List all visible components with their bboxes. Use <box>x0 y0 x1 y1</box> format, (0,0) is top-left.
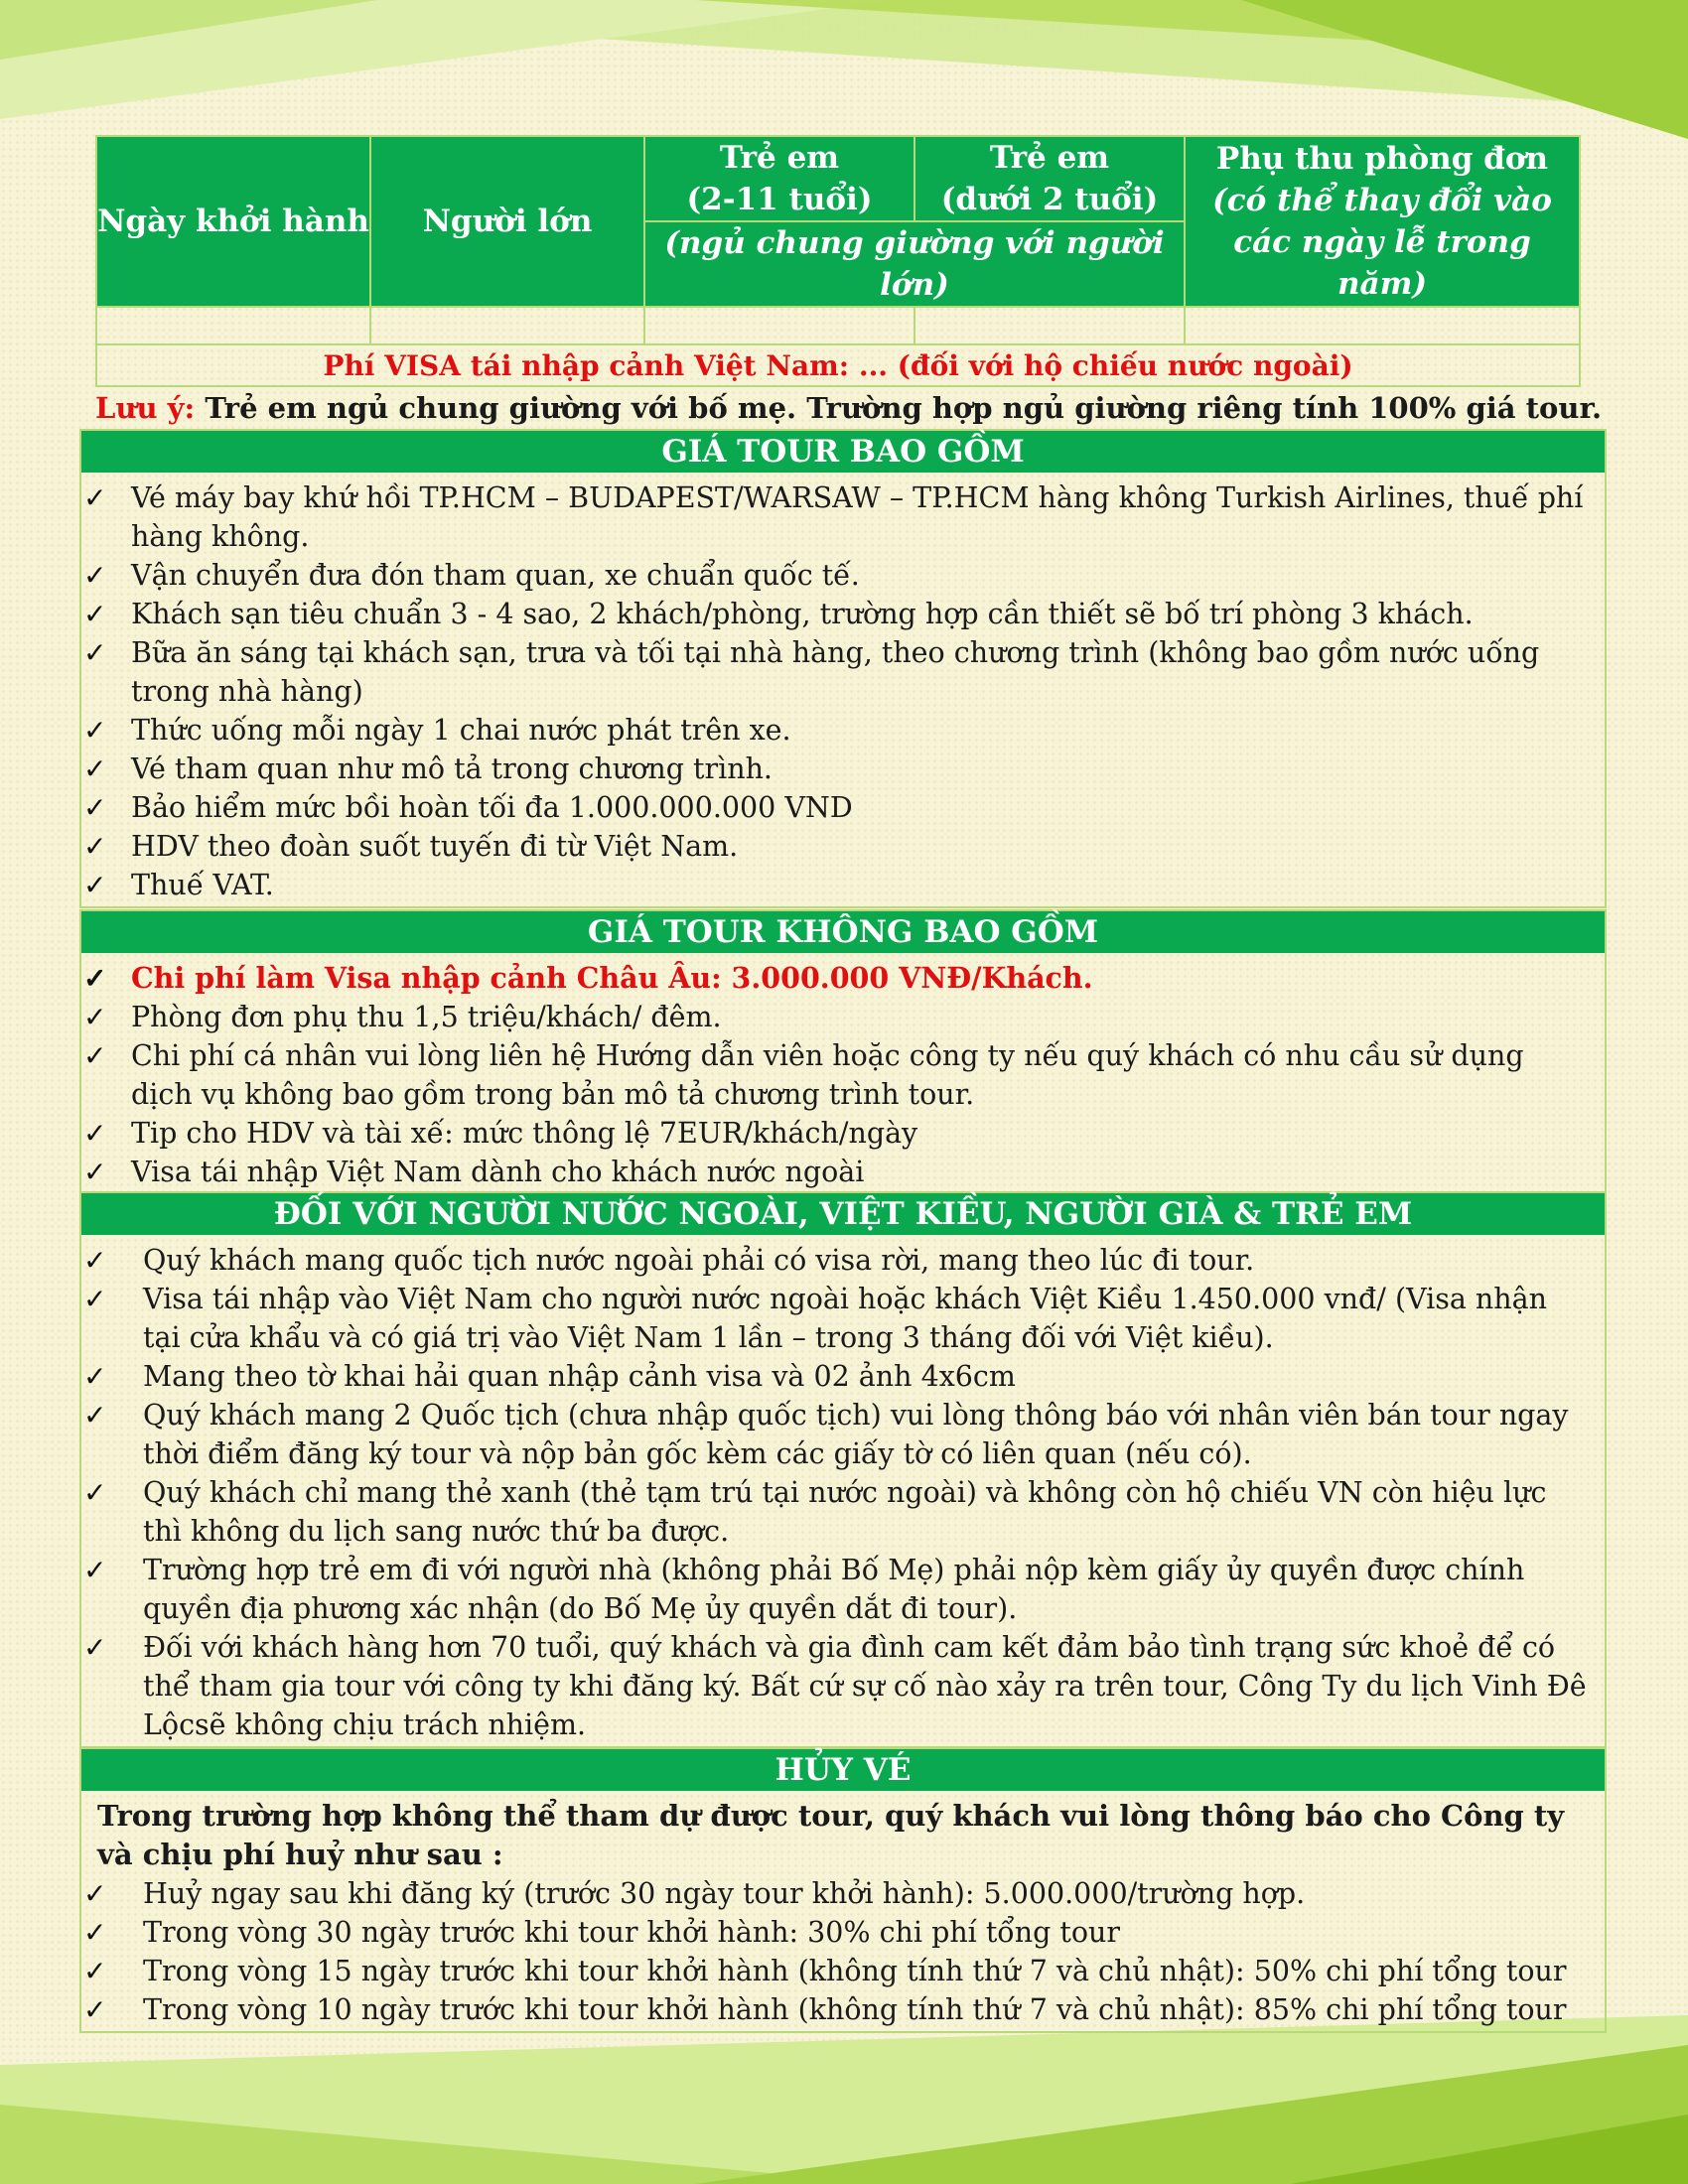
foreigners-list <box>81 1235 1605 1746</box>
check-icon: ✓ <box>83 752 107 785</box>
section-title-excluded: GIÁ TOUR KHÔNG BAO GỒM <box>81 911 1605 953</box>
list-item: ✓ Quý khách chỉ mang thẻ xanh (thẻ tạm trú tại nước ngoài) và không còn hộ chiếu VN còn hiệu lực thì không du lịch sang nước thứ ba được. <box>81 1473 1605 1551</box>
list-item: ✓ Vé tham quan như mô tả trong chương trình. <box>81 750 1605 788</box>
list-item: ✓ Phòng đơn phụ thu 1,5 triệu/khách/ đêm. <box>81 998 1605 1036</box>
list-item: ✓ Visa tái nhập Việt Nam dành cho khách nước ngoài <box>81 1153 1605 1191</box>
list-item: ✓ Thức uống mỗi ngày 1 chai nước phát trên xe. <box>81 711 1605 750</box>
note-text: Trẻ em ngủ chung giường với bố mẹ. Trường hợp ngủ giường riêng tính 100% giá tour. <box>205 391 1603 425</box>
list-item-highlight: ✓ Chi phí làm Visa nhập cảnh Châu Âu: 3.000.000 VNĐ/Khách. <box>81 959 1605 998</box>
child-bed-note <box>95 391 1602 425</box>
section-foreigners <box>79 1191 1607 1748</box>
check-icon: ✓ <box>83 962 107 995</box>
list-item: ✓ Trong vòng 15 ngày trước khi tour khởi hành (không tính thứ 7 và chủ nhật): 50% chi phí tổng tour <box>81 1952 1605 1990</box>
header-departure-date: Ngày khởi hành <box>96 136 370 307</box>
list-item: ✓ Trường hợp trẻ em đi với người nhà (không phải Bố Mẹ) phải nộp kèm giấy ủy quyền được chính quyền địa phương xác nhận (do Bố Mẹ ủy quyền dắt đi tour). <box>81 1551 1605 1628</box>
table-cell <box>370 307 644 344</box>
price-table <box>95 135 1581 387</box>
check-icon: ✓ <box>83 1399 107 1432</box>
check-icon: ✓ <box>83 1993 107 2026</box>
check-icon: ✓ <box>83 869 107 901</box>
check-icon: ✓ <box>83 1476 107 1509</box>
header-single-room-surcharge: Phụ thu phòng đơn (có thể thay đổi vào các ngày lễ trong năm) <box>1185 136 1580 307</box>
list-item: ✓ Trong vòng 10 ngày trước khi tour khởi hành (không tính thứ 7 và chủ nhật): 85% chi phí tổng tour <box>81 1990 1605 2029</box>
check-icon: ✓ <box>83 1916 107 1949</box>
check-icon: ✓ <box>83 1244 107 1277</box>
check-icon: ✓ <box>83 1039 107 1072</box>
list-item: ✓ Trong vòng 30 ngày trước khi tour khởi hành: 30% chi phí tổng tour <box>81 1913 1605 1952</box>
section-included <box>79 429 1607 908</box>
check-icon: ✓ <box>83 1156 107 1188</box>
list-item: ✓ Quý khách mang quốc tịch nước ngoài phải có visa rời, mang theo lúc đi tour. <box>81 1241 1605 1280</box>
list-item: ✓ Vận chuyển đưa đón tham quan, xe chuẩn quốc tế. <box>81 556 1605 595</box>
list-item: ✓ Huỷ ngay sau khi đăng ký (trước 30 ngày tour khởi hành): 5.000.000/trường hợp. <box>81 1874 1605 1913</box>
check-icon: ✓ <box>83 830 107 863</box>
list-item: ✓ Bảo hiểm mức bồi hoàn tối đa 1.000.000.000 VND <box>81 788 1605 827</box>
list-item: ✓ Chi phí cá nhân vui lòng liên hệ Hướng dẫn viên hoặc công ty nếu quý khách có nhu cầu sử dụng dịch vụ không bao gồm trong bản mô tả chương trình tour. <box>81 1036 1605 1114</box>
header-adult: Người lớn <box>370 136 644 307</box>
excluded-list <box>81 953 1605 1193</box>
check-icon: ✓ <box>83 1283 107 1315</box>
list-item: ✓ HDV theo đoàn suốt tuyến đi từ Việt Nam. <box>81 827 1605 866</box>
table-cell <box>644 307 914 344</box>
check-icon: ✓ <box>83 714 107 747</box>
check-icon: ✓ <box>83 1554 107 1586</box>
check-icon: ✓ <box>83 1001 107 1033</box>
section-title-foreigners: ĐỐI VỚI NGƯỜI NƯỚC NGOÀI, VIỆT KIỀU, NGƯỜI GIÀ & TRẺ EM <box>81 1193 1605 1235</box>
list-item: ✓ Quý khách mang 2 Quốc tịch (chưa nhập quốc tịch) vui lòng thông báo với nhân viên bán tour ngay thời điểm đăng ký tour và nộp bản gốc kèm các giấy tờ có liên quan (nếu có). <box>81 1396 1605 1473</box>
cancellation-intro: Trong trường hợp không thể tham dự được tour, quý khách vui lòng thông báo cho Công ty và chịu phí huỷ như sau : <box>97 1799 1565 1871</box>
note-label: Lưu ý: <box>95 391 196 425</box>
check-icon: ✓ <box>83 598 107 630</box>
cancellation-list <box>81 1874 1605 2031</box>
check-icon: ✓ <box>83 791 107 824</box>
table-row <box>96 307 1580 344</box>
check-icon: ✓ <box>83 1955 107 1987</box>
section-title-cancellation: HỦY VÉ <box>81 1749 1605 1791</box>
list-item: ✓ Tip cho HDV và tài xế: mức thông lệ 7EUR/khách/ngày <box>81 1114 1605 1153</box>
list-item: ✓ Thuế VAT. <box>81 866 1605 904</box>
section-title-included: GIÁ TOUR BAO GỒM <box>81 431 1605 473</box>
list-item: ✓ Vé máy bay khứ hồi TP.HCM – BUDAPEST/WARSAW – TP.HCM hàng không Turkish Airlines, thuế phí hàng không. <box>81 478 1605 556</box>
header-child-under-2: Trẻ em (dưới 2 tuổi) <box>914 136 1185 221</box>
header-child-bed-note: (ngủ chung giường với người lớn) <box>644 221 1185 307</box>
check-icon: ✓ <box>83 559 107 592</box>
check-icon: ✓ <box>83 1117 107 1150</box>
section-excluded <box>79 909 1607 1195</box>
check-icon: ✓ <box>83 1360 107 1393</box>
table-cell <box>914 307 1185 344</box>
table-cell <box>1185 307 1580 344</box>
check-icon: ✓ <box>83 1631 107 1664</box>
table-cell <box>96 307 370 344</box>
visa-fee-row: Phí VISA tái nhập cảnh Việt Nam: ... (đối với hộ chiếu nước ngoài) <box>96 344 1580 386</box>
check-icon: ✓ <box>83 636 107 669</box>
list-item: ✓ Mang theo tờ khai hải quan nhập cảnh visa và 02 ảnh 4x6cm <box>81 1357 1605 1396</box>
list-item: ✓ Đối với khách hàng hơn 70 tuổi, quý khách và gia đình cam kết đảm bảo tình trạng sức khoẻ để có thể tham gia tour với công ty khi đăng ký. Bất cứ sự cố nào xảy ra trên tour, Công Ty du lịch Vinh Đê Lộcsẽ không chịu trách nhiệm. <box>81 1628 1605 1744</box>
check-icon: ✓ <box>83 481 107 514</box>
included-list <box>81 473 1605 906</box>
check-icon: ✓ <box>83 1877 107 1910</box>
list-item: ✓ Khách sạn tiêu chuẩn 3 - 4 sao, 2 khách/phòng, trường hợp cần thiết sẽ bố trí phòng 3 khách. <box>81 595 1605 633</box>
header-child-2-11: Trẻ em (2-11 tuổi) <box>644 136 914 221</box>
section-cancellation <box>79 1747 1607 2033</box>
list-item: ✓ Visa tái nhập vào Việt Nam cho người nước ngoài hoặc khách Việt Kiều 1.450.000 vnđ/ (Visa nhận tại cửa khẩu và có giá trị vào Việt Nam 1 lần – trong 3 tháng đối với Việt kiều). <box>81 1280 1605 1357</box>
list-item: ✓ Bữa ăn sáng tại khách sạn, trưa và tối tại nhà hàng, theo chương trình (không bao gồm nước uống trong nhà hàng) <box>81 633 1605 711</box>
